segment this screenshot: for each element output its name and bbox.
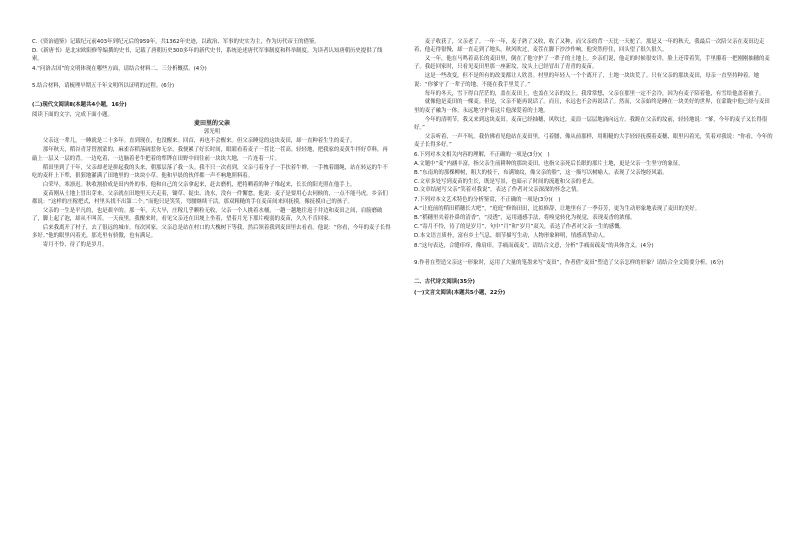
question-4: 4.“问洛古国”的文明体现在哪些方面，请结合材料二、三分析概括。(4分) bbox=[32, 65, 207, 72]
essay-paragraph: 稻田里到了干年，父亲却老是拼起我的头来，朝那层落了我一头。我不只一次看到，父亲弓着身子一手扶着牛辫，一手拽着缰绳，站在转运的牛不吃的麦秆上下犁，狠狠地灌满了田地里的一块块小草。他和早晨的伙伴都一声不响地照料着。 bbox=[32, 164, 388, 179]
essay-paragraph: 寄月不怜，待了的是岁月。 bbox=[42, 242, 108, 249]
question-7-option-c: C.“寄月不怜，待了的是岁月”，句中“月”和“岁月”双关，表达了作者对父亲一生的感慨。 bbox=[414, 223, 625, 230]
section-heading-modern-reading-2: (二)现代文阅读Ⅱ(本题共4小题，16分) bbox=[32, 102, 127, 109]
section-heading-classical-reading: 二、古代诗文阅读(35分) bbox=[414, 278, 475, 285]
essay-paragraph: 又一年，他在马鸣着高长的麦田里，倒在了他守护了一辈子的土地上。乡亲们说，他走的时候很安详，脸上还带着笑，手里攥着一把刚刚抽穗的麦子。我赶回家时，只看见麦田里那一座新坟，坟头上已经冒出了青青的麦苗。 bbox=[414, 56, 770, 71]
essay-paragraph: 麦苗刚从土地上冒出芽来，父亲就在田地里天天走着，锄草、捉虫、浇水，没有一件懈怠。他说：麦子是要用心去伺候的，一点不能马虎。乡亲们都说：“这样的庄稼把式，村里头找不出第二个。”而他只是笑笑，弯腰继续干活，那双粗糙的手在麦苗间来回抚摸，像抚摸自己的孩子。 bbox=[32, 190, 388, 205]
question-5: 5.结合材料，请梳理早期五千年文明所以证明的过程。(6分) bbox=[32, 83, 175, 90]
subsection-heading-classical-prose: (一)文言文阅读(本题共5小题，22分) bbox=[414, 290, 506, 297]
two-column-layout bbox=[32, 38, 774, 544]
right-column bbox=[414, 38, 774, 544]
option-c: C.《资治通鉴》记载纪元前403年到纪元后的959年，共1362年史迹，以政治、军事的史实为主，作为历代帝王的借鉴。 bbox=[32, 39, 320, 45]
essay-paragraph: 父亲的一生是平凡的，也是艰辛的。那一年，天大旱，庄稼几乎颗粒无收，父亲一个人挑着水桶，一趟一趟地往返于井边和麦田之间，肩膀磨破了，脚上起了泡，却从不叫苦。一天夜里，我醒来时，看见父亲还在田埂上坐着，望着月光下那片瘦弱的麦苗，久久不肯回家。 bbox=[32, 207, 383, 223]
question-6-option-d: D.文章结尾写父亲“笑着对我说”，表达了作者对父亲深深的怀念之情。 bbox=[414, 187, 582, 194]
question-7-option-b: B.“稻穗里夹着扑鼻的清香”，“浸透”，运用通感手法，将嗅觉转化为视觉，表现麦香的浓郁。 bbox=[414, 215, 636, 222]
essay-paragraph: 后来我离开了村子，去了很远的城市。每次回家，父亲总是站在村口的大槐树下等我，然后领着我到麦田里去看看。他说：“你看，今年的麦子长得多好。”他的眼里闪着光，那光里有骄傲，也有满足。 bbox=[32, 224, 391, 240]
question-6-option-a: A.文题中“麦”内涵丰富，指父亲生前耕种的那块麦田，也指父亲死后长眠的那片土地，更是父亲一生坚守的象征。 bbox=[414, 160, 684, 167]
essay-paragraph: 今年的清明节，我又来到这块麦田。麦苗已经抽穗，风吹过，麦浪一层层地涌向远方。我跪在父亲的坟前，轻轻地说：“爹，今年的麦子又长得很好。” bbox=[414, 116, 768, 131]
essay-paragraph: 父亲这一辈儿，一睡就是二十多年。直到现在，也没醒来。回首，再也不会醒来。但父亲睡觉的这块麦田，却一直种着生生的麦子。 bbox=[42, 138, 356, 145]
essay-paragraph: 这是一些改变，但不是所有的改变都让人欣喜。村里的年轻人一个个离开了，土地一块块荒了。只有父亲的那块麦田，母亲一直坚持种着。她说：“你爹守了一辈子的地，不能在我手里荒了。” bbox=[414, 73, 760, 88]
essay-paragraph: 每年的冬天，雪下得白茫茫的，盖在麦田上，也盖在父亲的坟上。我常常想，父亲在那里一定不会冷，因为有麦子陪着他，有雪给他盖着被子。 bbox=[424, 90, 765, 97]
question-6-stem: 6.下列对本文相关内容的理解，不正确的一项是(3分)( ) bbox=[414, 151, 550, 158]
reading-instruction: 阅读下面的文字，完成下面小题。 bbox=[32, 111, 113, 118]
essay-title: 麦田里的父亲 bbox=[193, 119, 230, 127]
question-6-option-c: C.文章多处写到麦苗的生长，既是写景，也暗示了时间的流逝和父亲的老去。 bbox=[414, 178, 598, 185]
essay-paragraph: 麦子收获了，父亲老了。一年一年，麦子熟了又收，收了又种，而父亲的背一天比一天驼了。那是又一年的秋天，我最后一次陪父亲在麦田边走着，他走得很慢，却一直走到了地头。秋风吹过，麦茬在脚下沙沙作响，他突然停住，回头望了很久很久。 bbox=[414, 39, 765, 54]
question-9: 9.作者在塑造父亲这一形象时，运用了大量的笔墨来写“麦田”，作者借“麦田”塑造了父亲怎样的形象？请结合全文简要分析。(6分) bbox=[414, 260, 724, 267]
left-column bbox=[32, 38, 392, 544]
essay-paragraph: 白荣早，寒凛迟。秋收割拾成是田内外的事，他和自己的父亲拿起来，赶去磨机，把将晒着的种子堆起来，长长的阳光照在他手上。 bbox=[42, 181, 356, 188]
question-7-option-d: D.本文语言质朴，富有乡土气息，细节描写生动，人物形象鲜明，情感真挚动人。 bbox=[414, 232, 609, 239]
essay-author: 郭光明 bbox=[203, 129, 221, 136]
option-d: D.《新唐书》是北宋欧阳修等编撰的史书，记载了唐朝历史300多年的新代史书，系统论述唐代军事制度和科举制度。为读者认知唐朝历史提供了线索。 bbox=[32, 47, 383, 63]
essay-paragraph: 父亲听着，一声不吭。我仿佛看见他站在麦田里，弓着腰，像从前那样，用粗糙的大手轻轻抚摸着麦穗，眼里闪着光，笑着对我说：“你看，今年的麦子长得多好。” bbox=[414, 133, 773, 149]
question-8: 8.“这句表达，合缝痒痒，像肩痒，手痛而疏麦”，请结合文意，分析“手痛而疏麦”的具体含义。(4分) bbox=[414, 242, 654, 249]
question-7-stem: 7.下列对本文艺术特色的分析鉴赏，不正确的一项是(3分)( ) bbox=[414, 197, 561, 204]
essay-paragraph: 那年秋天，稻谷青芽替割蒙的，麻雀吞稻落阔惹你无奈，我便累了好长时间，眼睛看着麦子一茬比一茬高。轻轻地，把我家的麦黄牛拌好草料，再敲上一层又一层的背。一边吃着，一边脑着老牛把着的犁铧在田野中间往前一块块大地，一片连着一片。 bbox=[32, 147, 388, 162]
essay-paragraph: 就像他是麦田的一棵麦。但是，父亲不能再说话了。而且，永远也不会再说话了。然而，父亲始终是睡在一块美好的世界，在蒙眬中他已经与麦田里的麦子融为一体，永远地守护着这片他深爱着的土地。 bbox=[414, 99, 770, 114]
question-7-option-a: A.“让庭前的稻田稻穗长大吧”，“庭庭”修饰田田，比拟修辞，让地里有了一季芬芳，更为生动形象地表现了麦田的美好。 bbox=[414, 206, 701, 213]
question-6-option-b: B.“东南角的那棵柳树，粗大的枝干，布满皱纹，像父亲的脸”，这一描写以树喻人，表现了父亲饱经风霜。 bbox=[414, 169, 668, 176]
